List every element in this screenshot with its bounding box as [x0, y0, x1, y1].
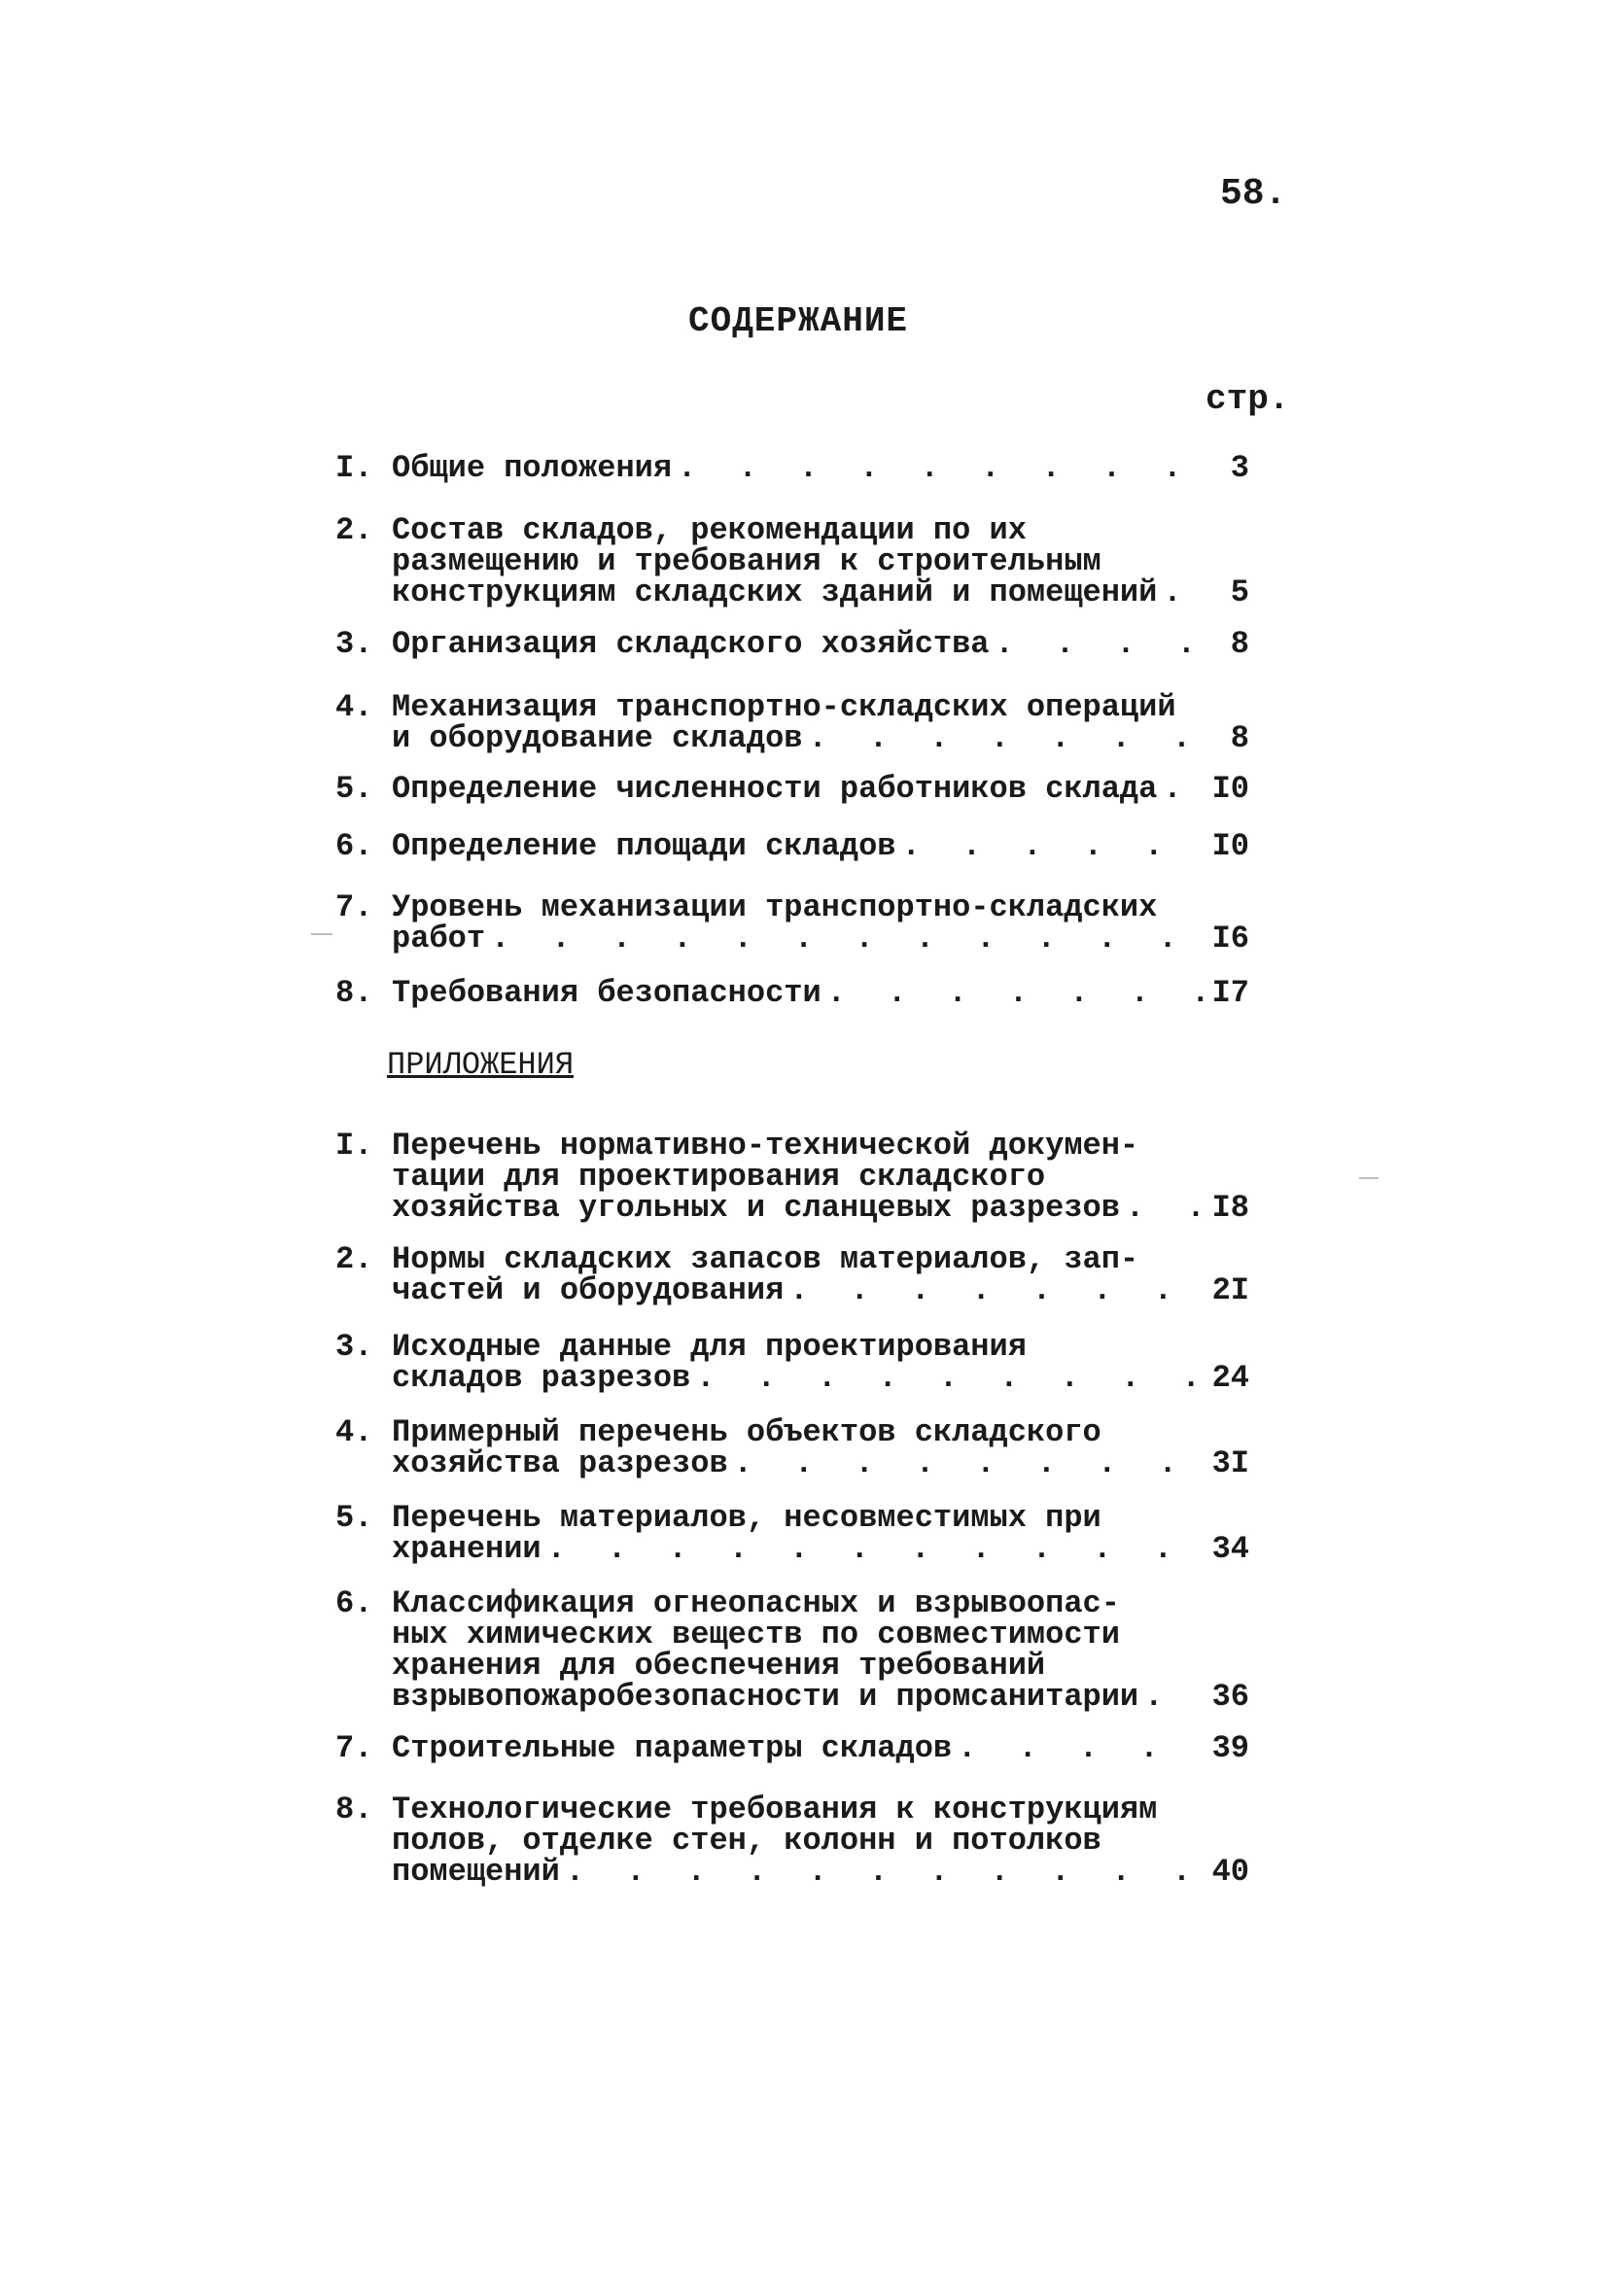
- dot-leader: [1163, 774, 1206, 805]
- toc-entry-number: 3.: [335, 1329, 373, 1365]
- dot-leader: [996, 629, 1225, 660]
- toc-entry-text: хранения для обеспечения требований: [392, 1651, 1046, 1682]
- page-number: 58.: [1220, 173, 1287, 215]
- toc-entry-page: I8: [1211, 1190, 1249, 1226]
- margin-scan-mark: [311, 933, 332, 935]
- toc-entry: [335, 1414, 1249, 1481]
- toc-entry-number: 8.: [335, 1792, 373, 1827]
- toc-entry-number: 2.: [335, 512, 373, 548]
- toc-entry: [335, 1128, 1249, 1226]
- toc-entry-text: складов разрезов: [392, 1360, 691, 1396]
- toc-entry-number: 2.: [335, 1241, 373, 1277]
- toc-entry-number: I.: [335, 450, 373, 486]
- toc-entry-text: ных химических веществ по совместимости: [392, 1619, 1120, 1651]
- toc-entry-text: взрывопожаробезопасности и промсанитарии: [392, 1679, 1139, 1715]
- toc-entry-number: 6.: [335, 828, 373, 864]
- dot-leader: [808, 723, 1224, 754]
- toc-entry-text: Состав складов, рекомендации по их: [392, 515, 1027, 546]
- toc-entry: [335, 689, 1249, 756]
- toc-entry-page: 5: [1230, 574, 1249, 610]
- toc-entry-page: 2I: [1211, 1272, 1249, 1308]
- dot-leader: [827, 978, 1206, 1009]
- toc-entry-number: 7.: [335, 889, 373, 925]
- toc-entry-page: I6: [1211, 921, 1249, 957]
- toc-entry-text: Примерный перечень объектов складского: [392, 1417, 1101, 1448]
- toc-entry-text: Классификация огнеопасных и взрывоопас-: [392, 1588, 1120, 1619]
- dot-leader: [1126, 1193, 1206, 1224]
- dot-leader: [696, 1363, 1206, 1394]
- toc-entry-page: 3: [1230, 450, 1249, 486]
- toc-entry-number: 5.: [335, 771, 373, 807]
- dot-leader: [734, 1448, 1206, 1479]
- toc-entry-number: I.: [335, 1128, 373, 1164]
- toc-entry: [335, 450, 1249, 486]
- toc-entry: [335, 771, 1249, 807]
- toc-entry-text: полов, отделке стен, колонн и потолков: [392, 1826, 1101, 1857]
- toc-entry: [335, 1241, 1249, 1308]
- toc-entry-text: Нормы складских запасов материалов, зап-: [392, 1244, 1139, 1275]
- page-title: СОДЕРЖАНИЕ: [688, 301, 909, 341]
- toc-entry-text: помещений: [392, 1854, 560, 1890]
- toc-entry-text: работ: [392, 921, 486, 957]
- toc-entry: [335, 1500, 1249, 1567]
- toc-entry-text: конструкциям складских зданий и помещений: [392, 574, 1158, 610]
- dot-leader: [958, 1733, 1206, 1764]
- toc-entry-page: 39: [1211, 1730, 1249, 1766]
- toc-entry-page: 8: [1230, 720, 1249, 756]
- toc-entry-number: 6.: [335, 1585, 373, 1621]
- toc-entry-text: частей и оборудования: [392, 1272, 785, 1308]
- toc-entry-page: 40: [1211, 1854, 1249, 1890]
- toc-entry-text: хранении: [392, 1531, 542, 1567]
- toc-entry-number: 8.: [335, 975, 373, 1011]
- toc-entry-page: 34: [1211, 1531, 1249, 1567]
- toc-entry-number: 3.: [335, 626, 373, 662]
- toc-entry-text: и оборудование складов: [392, 720, 803, 756]
- toc-entry-page: I0: [1211, 828, 1249, 864]
- toc-entry: [335, 889, 1249, 957]
- toc-entry-text: Общие положения: [392, 450, 673, 486]
- toc-entry-text: хозяйства разрезов: [392, 1445, 728, 1481]
- toc-entry-text: Перечень нормативно-технической докумен-: [392, 1131, 1139, 1162]
- margin-scan-mark: [1359, 1177, 1379, 1179]
- toc-entry-text: тации для проектирования складского: [392, 1162, 1046, 1193]
- toc-entry: [335, 512, 1249, 610]
- toc-entry: [335, 626, 1249, 662]
- toc-entry-page: I0: [1211, 771, 1249, 807]
- toc-entry-text: хозяйства угольных и сланцевых разрезов: [392, 1190, 1120, 1226]
- toc-entry-page: 8: [1230, 626, 1249, 662]
- toc-entry-text: Технологические требования к конструкциям: [392, 1794, 1158, 1826]
- dot-leader: [491, 923, 1206, 955]
- dot-leader: [678, 453, 1225, 484]
- toc-entry-text: Определение площади складов: [392, 828, 896, 864]
- toc-entry: [335, 1730, 1249, 1766]
- toc-entry-text: Строительные параметры складов: [392, 1730, 953, 1766]
- toc-entry-number: 4.: [335, 1414, 373, 1450]
- toc-entry-text: Перечень материалов, несовместимых при: [392, 1503, 1101, 1534]
- page-column-label: стр.: [1206, 379, 1290, 419]
- dot-leader: [1163, 577, 1224, 609]
- dot-leader: [566, 1857, 1206, 1888]
- toc-entry: [335, 1794, 1249, 1888]
- toc-entry-page: 24: [1211, 1360, 1249, 1396]
- toc-entry-text: размещению и требования к строительным: [392, 546, 1101, 577]
- toc-entry-text: Уровень механизации транспортно-складских: [392, 892, 1158, 923]
- toc-entry-number: 5.: [335, 1500, 373, 1536]
- appendix-section-title: ПРИЛОЖЕНИЯ: [387, 1047, 575, 1083]
- toc-entry-text: Требования безопасности: [392, 975, 821, 1011]
- toc-entry-number: 7.: [335, 1730, 373, 1766]
- toc-entry-page: I7: [1211, 975, 1249, 1011]
- toc-entry-text: Исходные данные для проектирования: [392, 1332, 1027, 1363]
- dot-leader: [789, 1275, 1206, 1306]
- toc-entry-text: Организация складского хозяйства: [392, 626, 990, 662]
- toc-entry-page: 36: [1211, 1679, 1249, 1715]
- dot-leader: [1144, 1682, 1206, 1713]
- toc-entry: [335, 975, 1249, 1011]
- toc-entry: [335, 828, 1249, 864]
- toc-entry: [335, 1585, 1249, 1715]
- dot-leader: [547, 1534, 1206, 1565]
- dot-leader: [901, 831, 1206, 862]
- toc-entry-page: 3I: [1211, 1445, 1249, 1481]
- toc-entry-number: 4.: [335, 689, 373, 725]
- toc-entry-text: Определение численности работников склада: [392, 771, 1158, 807]
- toc-entry: [335, 1329, 1249, 1396]
- toc-entry-text: Механизация транспортно-складских операций: [392, 692, 1176, 723]
